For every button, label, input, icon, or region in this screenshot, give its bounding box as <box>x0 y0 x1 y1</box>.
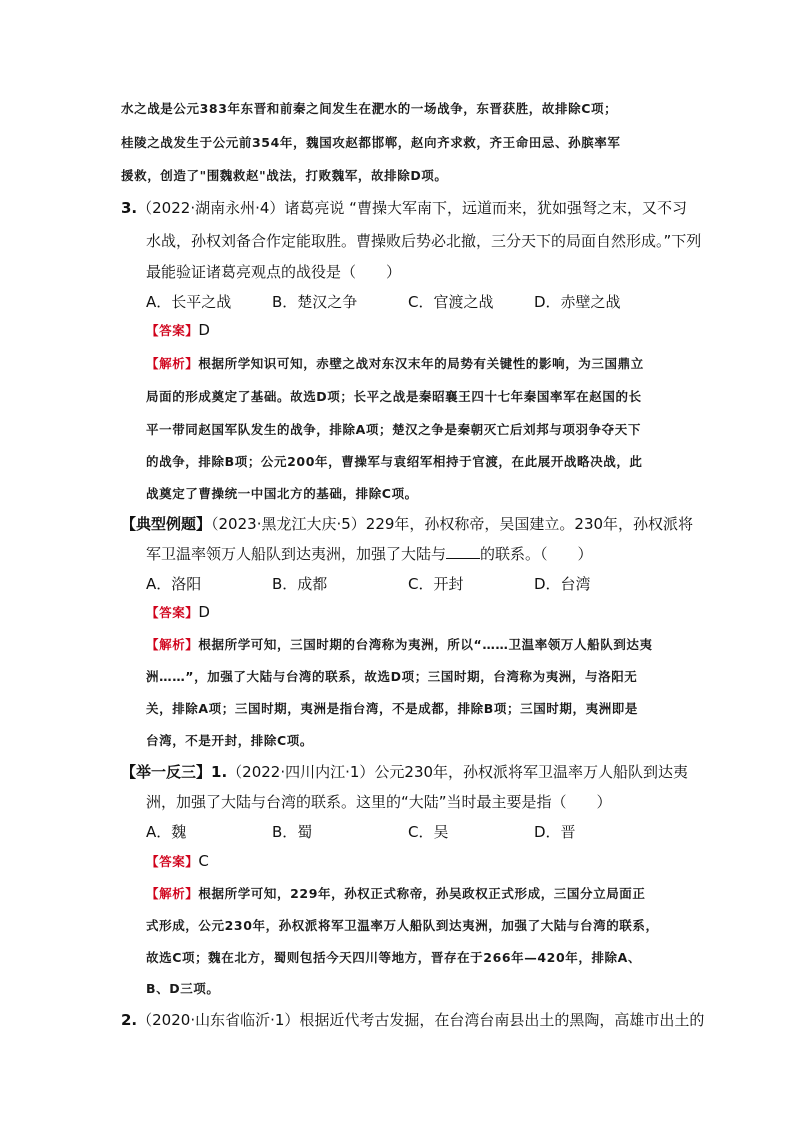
option-b: B．楚汉之争 <box>272 293 358 311</box>
analysis-line: 平一带同赵国军队发生的战争，排除A项；楚汉之争是秦朝灭亡后刘邦与项羽争夺天下 <box>146 422 641 437</box>
analysis-tag: 【解析】 <box>146 886 199 901</box>
answer-line <box>146 852 209 870</box>
question-number: 3. <box>121 199 138 217</box>
analysis-line: 【解析】根据所学可知，229年，孙权正式称帝，孙吴政权正式形成，三国分立局面正 <box>146 886 646 901</box>
option-d: D．赤壁之战 <box>534 293 621 311</box>
answer-value: D <box>198 321 210 339</box>
option-a: A．长平之战 <box>146 293 232 311</box>
question-source: （2022·湖南永州·4） <box>137 199 285 217</box>
analysis-line: 台湾，不是开封，排除C项。 <box>146 733 313 748</box>
answer-line <box>146 603 210 621</box>
question-3-line <box>121 197 687 218</box>
answer-tag: 【答案】 <box>146 854 199 869</box>
analysis-line: 战奠定了曹操统一中国北方的基础，排除C项。 <box>146 486 418 501</box>
option-a: A．魏 <box>146 823 187 841</box>
answer-tag: 【答案】 <box>146 605 199 620</box>
option-d: D．晋 <box>534 823 576 841</box>
intro-line: 援救，创造了"围魏救赵"战法，打败魏军，故排除D项。 <box>121 168 448 183</box>
option-b: B．成都 <box>272 575 328 593</box>
analysis-line: 【解析】根据所学可知，三国时期的台湾称为夷洲，所以“……卫温率领万人船队到达夷 <box>146 637 653 652</box>
intro-line: 水之战是公元383年东晋和前秦之间发生在淝水的一场战争，东晋获胜，故排除C项； <box>121 101 618 116</box>
question-text: 诸葛亮说 “曹操大军南下，远道而来，犹如强弩之末，又不习 <box>284 199 687 217</box>
answer-line <box>146 321 210 339</box>
question-number: 2. <box>121 1011 138 1029</box>
analysis-line: 式形成，公元230年，孙权派将军卫温率万人船队到达夷洲，加强了大陆与台湾的联系， <box>146 918 659 933</box>
example-source: （2023·黑龙江大庆·5） <box>211 515 366 533</box>
question-3-line: 水战，孙权刘备合作定能取胜。曹操败后势必北撤，三分天下的局面自然形成。”下列 <box>146 232 702 250</box>
analysis-line: 的战争，排除B项；公元200年，曹操军与袁绍军相持于官渡，在此展开战略决战，此 <box>146 454 643 469</box>
question-2-line: 2.（2020·山东省临沂·1）根据近代考古发掘，在台湾台南县出土的黑陶，高雄市出土的 <box>121 1011 705 1029</box>
option-b: B．蜀 <box>272 823 313 841</box>
analysis-line: 【解析】根据所学知识可知，赤壁之战对东汉末年的局势有关键性的影响，为三国鼎立 <box>146 356 644 371</box>
analysis-line: 洲……”，加强了大陆与台湾的联系，故选D项；三国时期，台湾称为夷洲，与洛阳无 <box>146 669 638 684</box>
option-c: C．开封 <box>408 575 464 593</box>
answer-tag: 【答案】 <box>146 323 199 338</box>
practice-source: （2022·四川内江·1） <box>227 763 375 781</box>
practice-label: 【举一反三】 <box>121 763 212 781</box>
example-label: 【典型例题】 <box>121 515 212 533</box>
analysis-line: 故选C项；魏在北方，蜀则包括今天四川等地方，晋存在于266年—420年，排除A、 <box>146 950 642 965</box>
analysis-tag: 【解析】 <box>146 356 199 371</box>
practice-line: 洲，加强了大陆与台湾的联系。这里的“大陆”当时最主要是指（ ） <box>146 793 612 811</box>
fill-blank <box>446 544 480 559</box>
practice-line: 【举一反三】1.（2022·四川内江·1）公元230年，孙权派将军卫温率万人船队到达夷 <box>121 763 689 781</box>
question-3-line: 最能验证诸葛亮观点的战役是（ ） <box>146 263 402 281</box>
option-c: C．吴 <box>408 823 449 841</box>
option-a: A．洛阳 <box>146 575 202 593</box>
option-d: D．台湾 <box>534 575 591 593</box>
option-c: C．官渡之战 <box>408 293 494 311</box>
analysis-line: 关，排除A项；三国时期，夷洲是指台湾，不是成都，排除B项；三国时期，夷洲即是 <box>146 701 639 716</box>
question-number: 1. <box>211 763 228 781</box>
analysis-line: B、D三项。 <box>146 981 220 996</box>
analysis-line: 局面的形成奠定了基础。故选D项；长平之战是秦昭襄王四十七年秦国率军在赵国的长 <box>146 389 642 404</box>
question-source: （2020·山东省临沂·1） <box>137 1011 300 1029</box>
example-line: 【典型例题】（2023·黑龙江大庆·5）229年，孙权称帝，吴国建立。230年，孙权派将 <box>121 515 694 533</box>
answer-value: D <box>198 603 210 621</box>
example-line: 军卫温率领万人船队到达夷洲，加强了大陆与 的联系。（ ） <box>146 545 593 563</box>
analysis-tag: 【解析】 <box>146 637 199 652</box>
intro-line: 桂陵之战发生于公元前354年，魏国攻赵都邯郸，赵向齐求救，齐王命田忌、孙膑率军 <box>121 135 621 150</box>
answer-value: C <box>198 852 209 870</box>
